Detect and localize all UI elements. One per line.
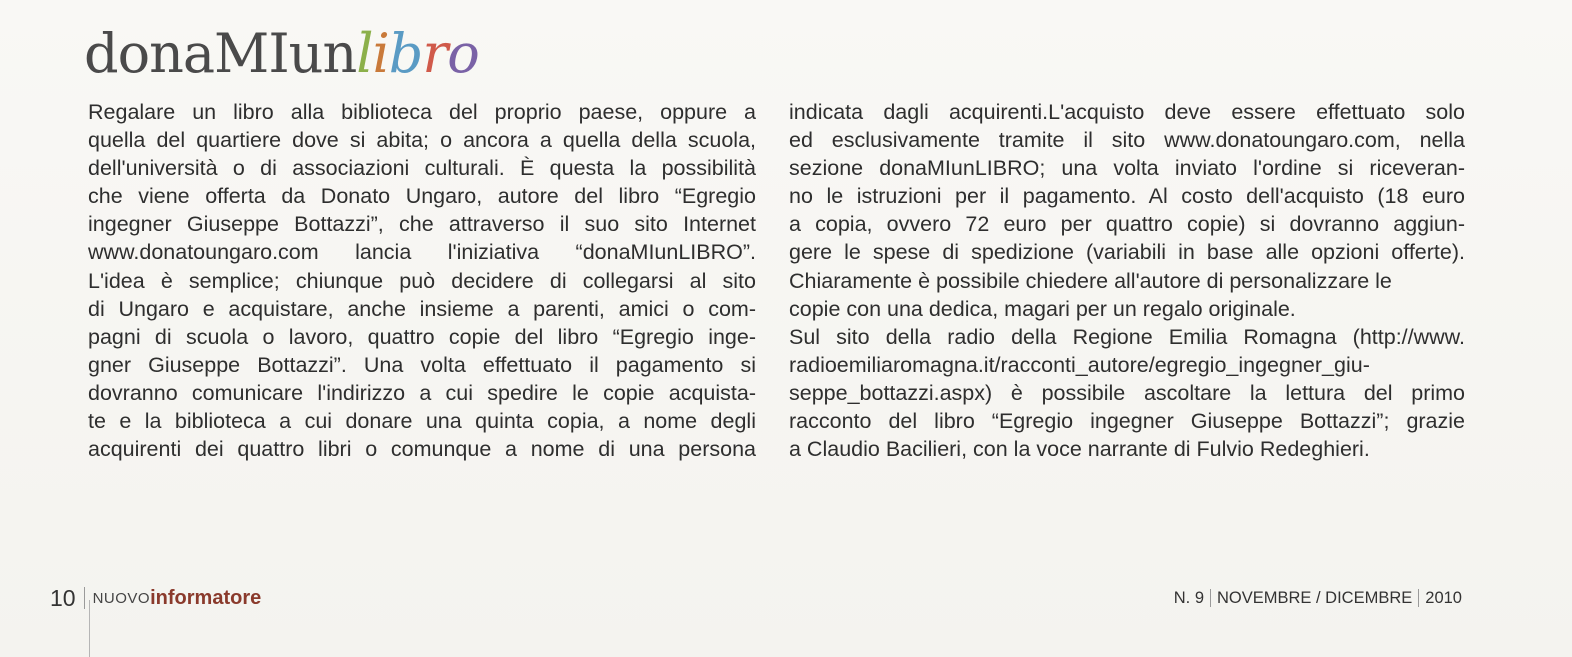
text-line: racconto del libro “Egregio ingegner Giuseppe Bottazzi”; grazie (789, 409, 1465, 434)
issue-info (1174, 584, 1462, 612)
footer-divider (1210, 589, 1211, 607)
text-line: di Ungaro e acquistare, anche insieme a parenti, amici o com- (88, 296, 756, 321)
magazine-brand-prefix: NUOVO (92, 589, 151, 607)
text-line: copie con una dedica, magari per un regalo originale. (789, 296, 1296, 321)
title-libro-letter: l (356, 22, 373, 85)
issue-number: N. 9 (1173, 588, 1204, 607)
text-line: a copia, ovvero 72 euro per quattro copie) si dovranno aggiun- (789, 212, 1465, 237)
text-line: acquirenti dei quattro libri o comunque a nome di una persona (88, 437, 756, 462)
footer-divider (84, 587, 85, 609)
text-line: seppe_bottazzi.aspx) è possibile ascoltare la lettura del primo (789, 380, 1465, 405)
article-column-left (88, 98, 756, 463)
text-line: gere le spese di spedizione (variabili in base alle opzioni offerte). (789, 240, 1465, 265)
text-line: Chiaramente è possibile chiedere all'autore di personalizzare le (789, 268, 1392, 293)
text-line: Sul sito della radio della Regione Emilia Romagna (http://www. (789, 324, 1465, 349)
issue-months: NOVEMBRE / DICEMBRE (1217, 588, 1413, 607)
text-line: te e la biblioteca a cui donare una quinta copia, a nome degli (88, 409, 756, 434)
text-line: a Claudio Bacilieri, con la voce narrante di Fulvio Redeghieri. (789, 437, 1370, 462)
article-title (84, 20, 479, 88)
text-line: ingegner Giuseppe Bottazzi”, che attraverso il suo sito Internet (88, 212, 756, 237)
title-plain: donaMIun (84, 22, 357, 85)
footer-divider (1418, 589, 1419, 607)
text-line: no le istruzioni per il pagamento. Al costo dell'acquisto (18 euro (789, 184, 1465, 209)
text-line: dovranno comunicare l'indirizzo a cui spedire le copie acquista- (88, 380, 756, 405)
title-libro-letter: r (422, 22, 448, 85)
text-line: sezione donaMIunLIBRO; una volta inviato l'ordine si riceveran- (789, 156, 1465, 181)
text-line: gner Giuseppe Bottazzi”. Una volta effettuato il pagamento si (88, 352, 756, 377)
title-libro-letter: b (388, 22, 423, 85)
text-line: L'idea è semplice; chiunque può decidere di collegarsi al sito (88, 268, 756, 293)
text-line: www.donatoungaro.com lancia l'iniziativa “donaMIunLIBRO”. (88, 240, 756, 265)
text-line: radioemiliaromagna.it/racconti_autore/egregio_ingegner_giu- (789, 352, 1370, 377)
margin-rule (89, 600, 90, 657)
magazine-brand-name: informatore (150, 586, 262, 609)
page-number: 10 (50, 584, 76, 611)
text-line: ed esclusivamente tramite il sito www.donatoungaro.com, nella (789, 128, 1465, 153)
title-libro-letter: i (372, 22, 389, 85)
title-libro-letter: o (447, 22, 479, 85)
text-line: Regalare un libro alla biblioteca del proprio paese, oppure a (88, 100, 756, 124)
text-line: indicata dagli acquirenti.L'acquisto deve essere effettuato solo (789, 100, 1465, 124)
footer-left (50, 584, 261, 612)
text-line: dell'università o di associazioni culturali. È questa la possibilità (88, 156, 756, 181)
issue-year: 2010 (1425, 588, 1462, 607)
title-libro (356, 22, 478, 85)
text-line: che viene offerta da Donato Ungaro, autore del libro “Egregio (88, 184, 756, 209)
article-column-right (789, 98, 1465, 463)
text-line: quella del quartiere dove si abita; o ancora a quella della scuola, (88, 128, 756, 153)
text-line: pagni di scuola o lavoro, quattro copie del libro “Egregio inge- (88, 324, 756, 349)
